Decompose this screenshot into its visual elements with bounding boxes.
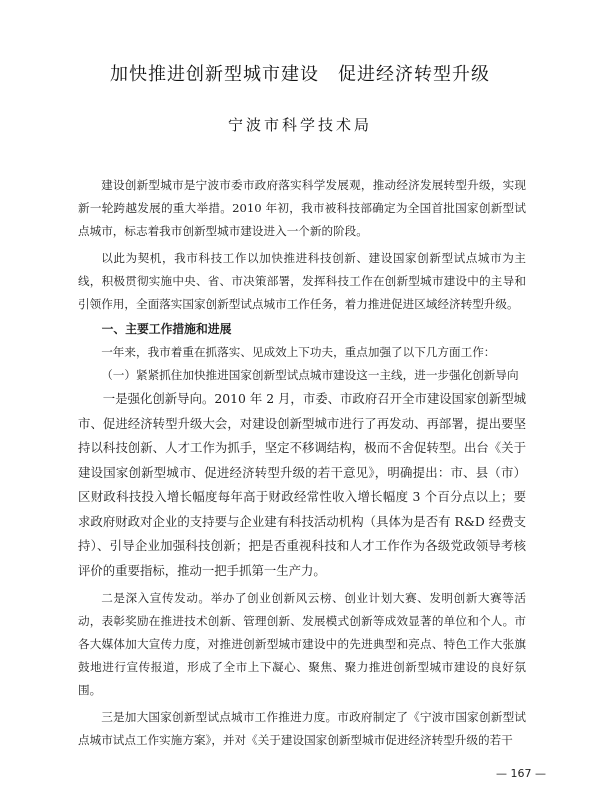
item-3-paragraph: 三是加大国家创新型试点城市工作推进力度。市政府制定了《宁波市国家创新型试点城市试点工作实施方案》，并对《关于建设国家创新型城市促进经济转型升级的若干 [78, 710, 526, 747]
article-body [78, 174, 526, 752]
intro-paragraph: 一年来，我市着重在抓落实、见成效上下功夫，重点加强了以下几方面工作： [101, 345, 496, 359]
item-1-paragraph: 一是强化创新导向。2010 年 2 月，市委、市政府召开全市建设国家创新型城市、促进经济转型升级大会，对建设创新型城市进行了再发动、再部署，提出要坚持以科技创新、人才工作为抓手，坚定不移调结构，极而不舍促转型。出台《关于建设国家创新型城市、促进经济转型升级的若干意见》，明确提出：市、县（市）区财政科技投入增长幅度每年高于财政经常性收入增长幅度 3 个百分点以上；要求政府财政对企业的支持要与企业建有科技活动机构（具体为是否有 R&D 经费支持）、引导企业加强科技创新；把是否重视科技和人才工作作为各级党政领导考核评价的重要指标，推动一把手抓第一生产力。 [78, 391, 526, 578]
section-heading: 一、主要工作措施和进展 [101, 322, 232, 336]
item-2-paragraph: 二是深入宣传发动。举办了创业创新风云榜、创业计划大赛、发明创新大赛等活动，表彰奖励在推进技术创新、管理创新、发展模式创新等成效显著的单位和个人。市各大媒体加大宣传力度，对推进创新型城市建设中的先进典型和亮点、特色工作大张旗鼓地进行宣传报道，形成了全市上下凝心、聚焦、聚力推进创新型城市建设的良好氛围。 [78, 591, 526, 697]
page-number: — 167 — [496, 767, 546, 780]
author-line: 宁波市科学技术局 [227, 116, 372, 134]
sub-heading: （一）紧紧抓住加快推进国家创新型试点城市建设这一主线，进一步强化创新导向 [101, 368, 519, 382]
page-title: 加快推进创新型城市建设 促进经济转型升级 [110, 64, 490, 85]
paragraph-2: 以此为契机，我市科技工作以加快推进科技创新、建设国家创新型试点城市为主线，积极贯彻实施中央、省、市决策部署，发挥科技工作在创新型城市建设中的主导和引领作用，全面落实国家创新型试点城市工作任务，着力推进促进区域经济转型升级。 [78, 251, 526, 311]
paragraph-1: 建设创新型城市是宁波市委市政府落实科学发展观，推动经济发展转型升级，实现新一轮跨越发展的重大举措。2010 年初，我市被科技部确定为全国首批国家创新型试点城市，标志着我市创新型城市建设进入一个新的阶段。 [78, 178, 526, 238]
